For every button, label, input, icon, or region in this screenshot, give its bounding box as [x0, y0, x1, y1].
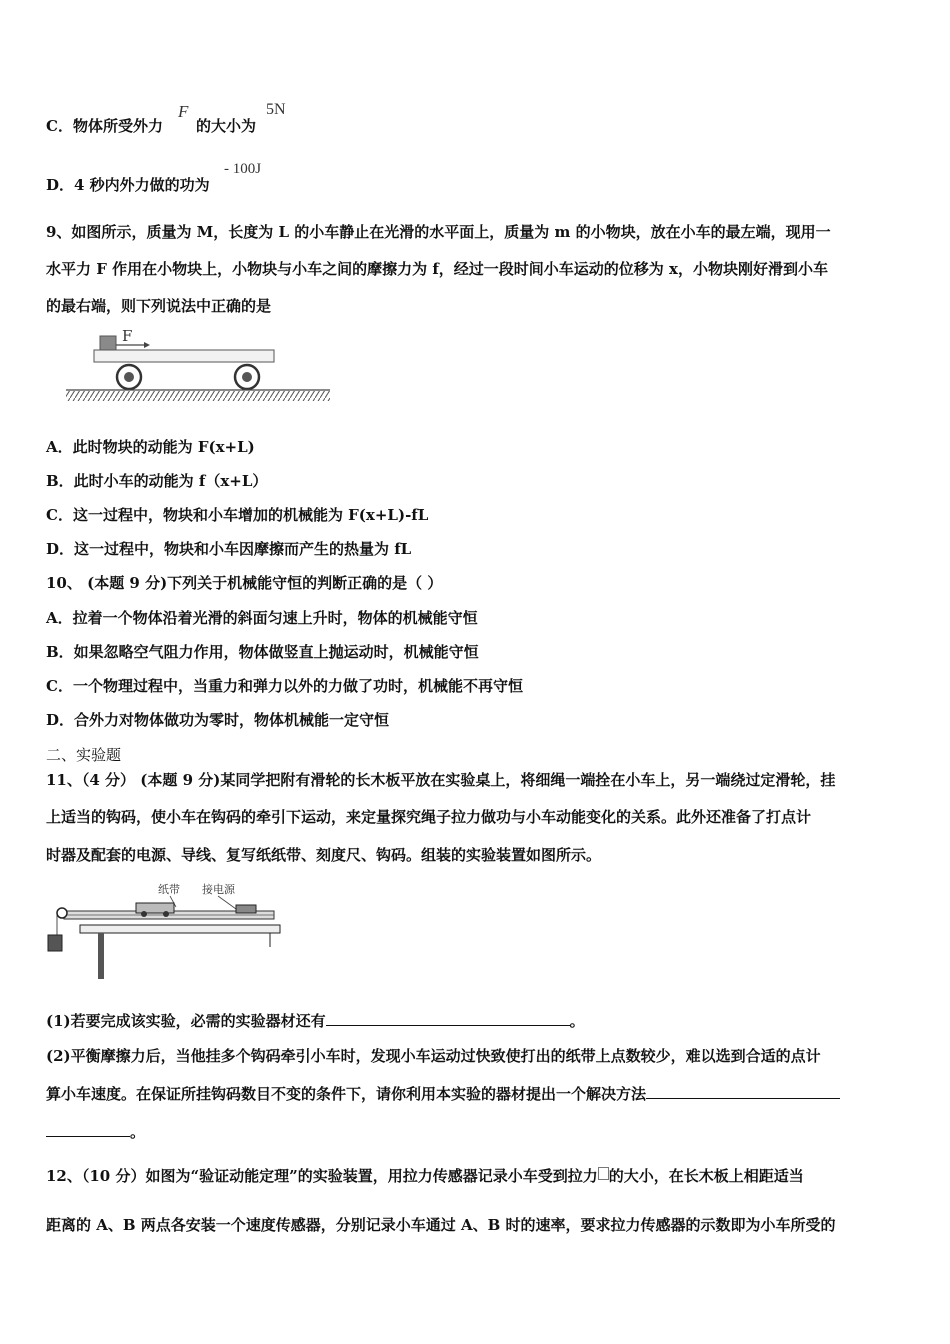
q12-line-2: 距离的 A、B 两点各安装一个速度传感器，分别记录小车通过 A、B 时的速率，要求拉力传感器的示数即为小车所受的 [46, 1216, 836, 1234]
q10-stem: 10、 (本题 9 分)下列关于机械能守恒的判断正确的是（ ） [46, 574, 443, 592]
q10-option-a: A．拉着一个物体沿着光滑的斜面匀速上升时，物体的机械能守恒 [46, 609, 478, 627]
q11-part1-text: (1)若要完成该实验，必需的实验器材还有 [46, 1012, 326, 1030]
table-leg [98, 933, 104, 979]
q11-part2-blank-cont[interactable] [46, 1122, 130, 1137]
q9-option-c: C．这一过程中，物块和小车增加的机械能为 F(x+L)-fL [46, 506, 429, 524]
q9-option-b: B．此时小车的动能为 f（x+L） [46, 472, 268, 490]
q8-option-c-value: 5N [266, 101, 286, 118]
q10-option-b: B．如果忽略空气阻力作用，物体做竖直上抛运动时，机械能守恒 [46, 643, 479, 661]
section-title: 二、实验题 [46, 746, 122, 764]
timer [236, 905, 256, 913]
q8-option-c-suffix: 的大小为 [196, 117, 257, 135]
cart-wheel-left [117, 365, 141, 389]
cart-wheel-right [235, 365, 259, 389]
table-top [80, 925, 280, 933]
q11-part1 [46, 1011, 585, 1031]
q9-cart-figure [60, 326, 335, 408]
q9-stem-line-1: 9、如图所示，质量为 M，长度为 L 的小车静止在光滑的水平面上，质量为 m 的小物块，放在小车的最左端，现用一 [46, 223, 831, 241]
pulley [57, 908, 67, 918]
q11-part2-line-1: (2)平衡摩擦力后，当他挂多个钩码牵引小车时，发现小车运动过快致使打出的纸带上点数较少，难以选到合适的点计 [46, 1047, 821, 1065]
label-paper-tape: 纸带 [158, 883, 180, 896]
q8-option-c-var: F [178, 102, 189, 121]
q11-part2-line-2-text: 算小车速度。在保证所挂钩码数目不变的条件下，请你利用本实验的器材提出一个解决方法 [46, 1085, 647, 1103]
q9-option-a: A．此时物块的动能为 F(x+L) [46, 438, 255, 456]
q10-option-c: C．一个物理过程中，当重力和弹力以外的力做了功时，机械能不再守恒 [46, 677, 523, 695]
q12-line-1 [46, 1166, 804, 1186]
q9-stem-line-3: 的最右端，则下列说法中正确的是 [46, 297, 272, 315]
cart-plank [94, 350, 274, 362]
q10-option-d: D．合外力对物体做功为零时，物体机械能一定守恒 [46, 711, 390, 729]
q8-option-d [46, 175, 210, 195]
q11-part1-blank[interactable] [326, 1011, 570, 1026]
q12-line-1-prefix: 12、（10 分）如图为“验证动能定理”的实验装置，用拉力传感器记录小车受到拉力 [46, 1167, 598, 1185]
q9-stem-line-2: 水平力 F 作用在小物块上，小物块与小车之间的摩擦力为 f，经过一段时间小车运动的位移为 x，小物块刚好滑到小车 [46, 260, 828, 278]
q11-part2-blank[interactable] [646, 1084, 840, 1099]
q11-stem-line-3: 时器及配套的电源、导线、复写纸纸带、刻度尺、钩码。组装的实验装置如图所示。 [46, 846, 602, 864]
q8-option-c [46, 116, 163, 136]
q11-part2-line-2 [46, 1084, 840, 1104]
hook-weights [48, 935, 62, 951]
q11-part1-end: 。 [569, 1012, 585, 1030]
q9-option-d: D．这一过程中，物块和小车因摩擦而产生的热量为 fL [46, 540, 412, 558]
q12-line-1-suffix: 的大小，在长木板上相距适当 [608, 1167, 804, 1185]
q8-option-d-value: - 100J [224, 161, 262, 177]
q11-stem-line-1: 11、（4 分） (本题 9 分)某同学把附有滑轮的长木板平放在实验桌上，将细绳一端拴在小车上，另一端绕过定滑轮，挂 [46, 771, 836, 789]
q11-stem-line-2: 上适当的钩码，使小车在钩码的牵引下运动，来定量探究绳子拉力做功与小车动能变化的关系。此外还准备了打点计 [46, 808, 812, 826]
q11-apparatus-figure [40, 875, 285, 983]
q11-part2-line-3 [46, 1122, 145, 1142]
missing-symbol-icon [598, 1167, 609, 1180]
q8-option-d-prefix: D．4 秒内外力做的功为 [46, 176, 210, 194]
q11-part2-end: 。 [130, 1123, 146, 1141]
q8-option-c-prefix: C．物体所受外力 [46, 117, 163, 135]
small-cart [136, 903, 174, 913]
label-power: 接电源 [202, 883, 235, 896]
force-label: F [122, 327, 133, 345]
